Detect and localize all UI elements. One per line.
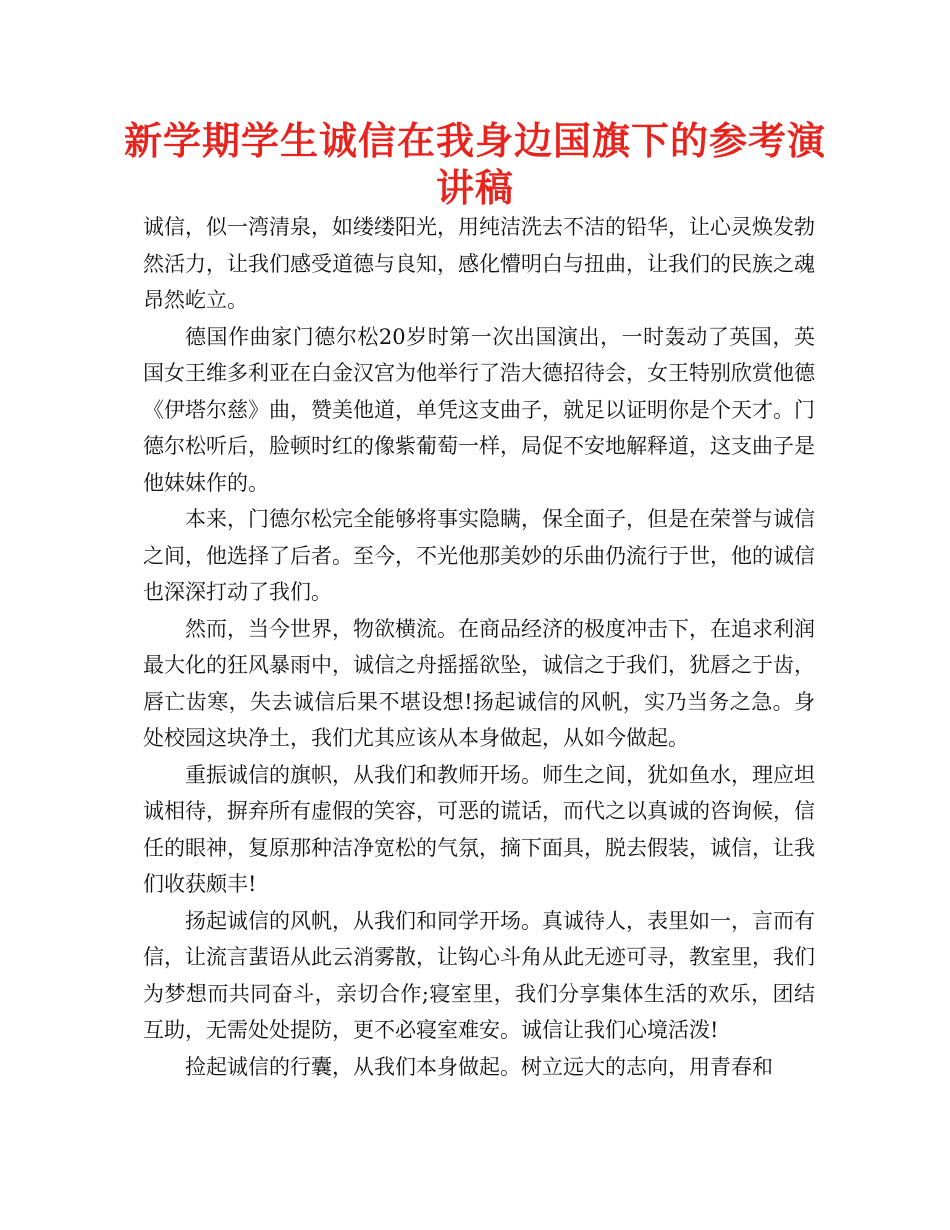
paragraph-5: 重振诚信的旗帜，从我们和教师开场。师生之间，犹如鱼水，理应坦诚相待，摒弃所有虚假的笑容，可恶的谎话，而代之以真诚的咨询候，信任的眼神，复原那种洁净宽松的气氛，摘下面具，脱去假装，诚信，让我们收获颇丰! (143, 762, 815, 896)
paragraph-7: 捡起诚信的行囊，从我们本身做起。树立远大的志向，用青春和 (185, 1054, 773, 1079)
paragraph-6: 扬起诚信的风帆，从我们和同学开场。真诚待人，表里如一，言而有信，让流言蜚语从此云消雾散，让钩心斗角从此无迹可寻，教室里，我们为梦想而共同奋斗，亲切合作;寝室里，我们分享集体生活的欢乐，团结互助，无需处处提防，更不必寝室难安。诚信让我们心境活泼! (143, 908, 815, 1042)
paragraph-4: 然而，当今世界，物欲横流。在商品经济的极度冲击下，在追求利润最大化的狂风暴雨中，诚信之舟摇摇欲坠，诚信之于我们，犹唇之于齿，唇亡齿寒，失去诚信后果不堪设想!扬起诚信的风帆，实乃当务之急。身处校园这块净土，我们尤其应该从本身做起，从如今做起。 (143, 616, 815, 750)
document-body (143, 209, 815, 1085)
paragraph-2: 德国作曲家门德尔松20岁时第一次出国演出，一时轰动了英国，英国女王维多利亚在白金汉宫为他举行了浩大德招待会，女王特别欣赏他德《伊塔尔慈》曲，赞美他道，单凭这支曲子，就足以证明你是个天才。门德尔松听后，脸顿时红的像紫葡萄一样，局促不安地解释道，这支曲子是他妹妹作的。 (143, 324, 815, 495)
paragraph-3: 本来，门德尔松完全能够将事实隐瞒，保全面子，但是在荣誉与诚信之间，他选择了后者。至今，不光他那美妙的乐曲仍流行于世，他的诚信也深深打动了我们。 (143, 507, 815, 604)
paragraph-1: 诚信，似一湾清泉，如缕缕阳光，用纯洁洗去不洁的铅华，让心灵焕发勃然活力，让我们感受道德与良知，感化懵明白与扭曲，让我们的民族之魂昂然屹立。 (143, 215, 815, 312)
page-title: 新学期学生诚信在我身边国旗下的参考演讲稿 (123, 119, 826, 210)
